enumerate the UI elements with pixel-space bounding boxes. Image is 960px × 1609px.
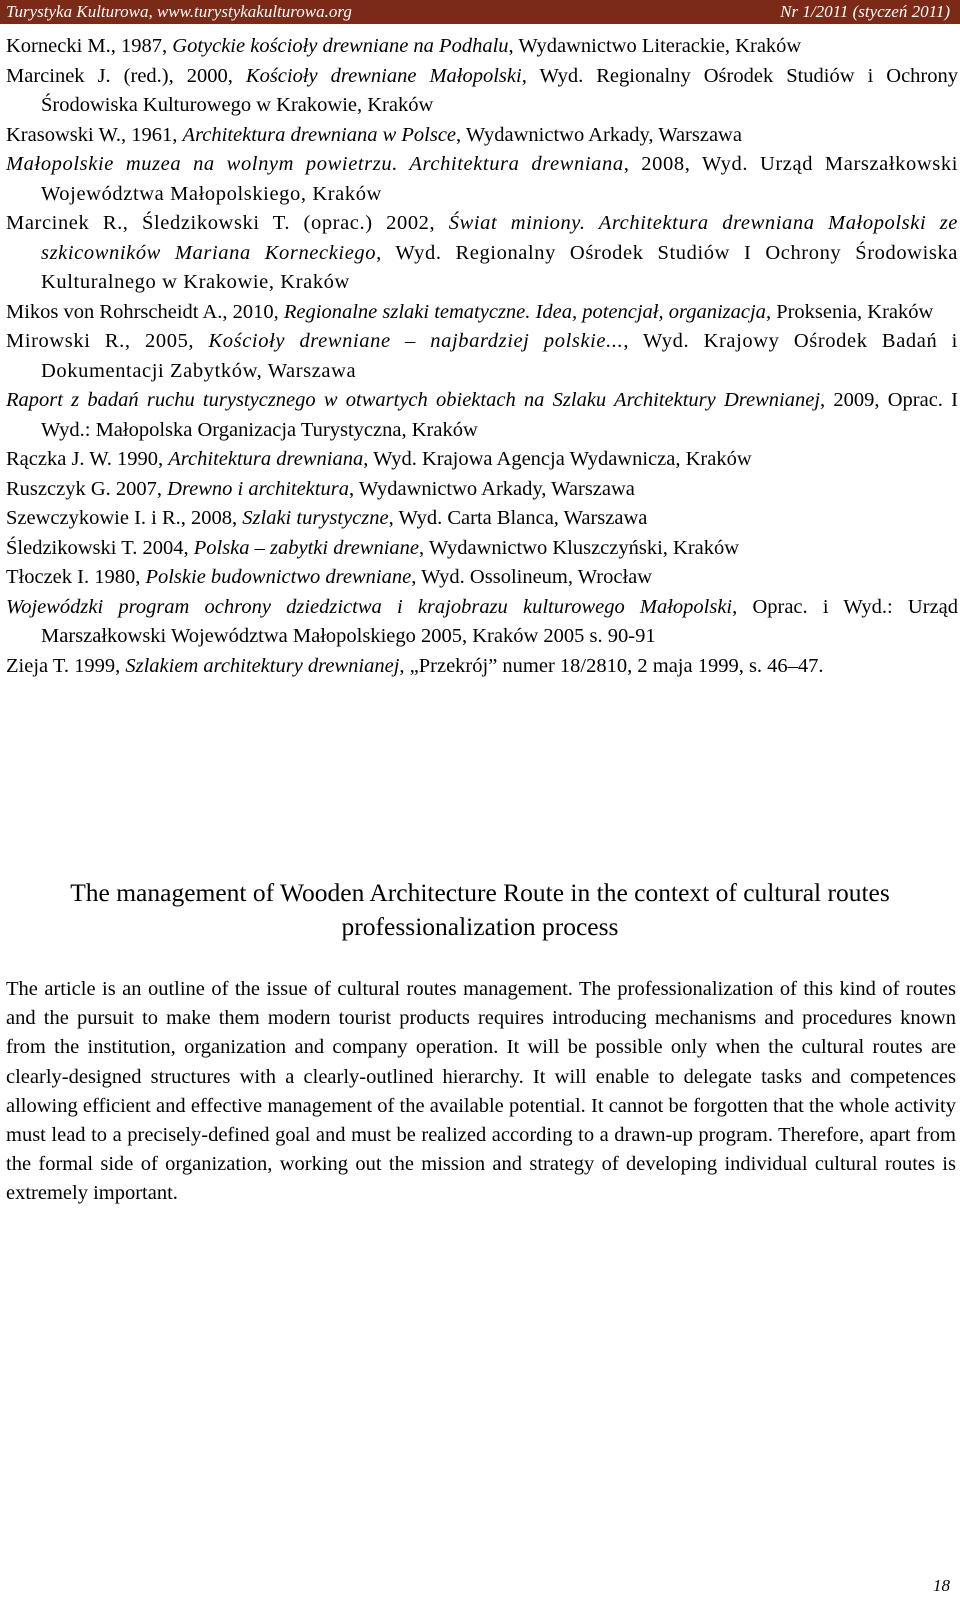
reference-title: Małopolskie muzea na wolnym powietrzu. Architektura drewniana (6, 153, 624, 175)
reference-text: Mikos von Rohrscheidt A., 2010, (6, 300, 284, 323)
reference-text: Rączka J. W. 1990, (6, 448, 169, 470)
reference-text: , Proksenia, Kraków (765, 300, 934, 323)
page-number: 18 (933, 1576, 950, 1595)
reference-text: Kornecki M., 1987, (6, 35, 173, 57)
reference-item (6, 32, 958, 62)
reference-text: , Wyd. Krajowa Agencja Wydawnicza, Kraków (363, 448, 752, 470)
reference-title: Gotyckie kościoły drewniane na Podhalu (172, 35, 509, 57)
reference-item (6, 445, 958, 475)
reference-title: Świat miniony. Architektura drewniana Małopolski ze szkicowników Mariana Korneckiego (41, 212, 959, 264)
reference-text: , Oprac. i Wyd.: Urząd Marszałkowski Województwa Małopolskiego 2005, Kraków 2005 s. 90-91 (41, 595, 959, 647)
reference-item (6, 504, 958, 534)
running-header (0, 0, 960, 24)
reference-title: Regionalne szlaki tematyczne. Idea, potencjał, organizacja (283, 300, 766, 323)
reference-item (6, 62, 958, 121)
reference-item (6, 209, 958, 298)
abstract-text: The article is an outline of the issue of cultural routes management. The professionalization of this kind of routes and the pursuit to make them modern tourist products requires introducing mechanisms and procedures known from the institution, organization and company operation. It will be possible only when the cultural routes are clearly-designed structures with a clearly-outlined hierarchy. It will enable to delegate tasks and competences allowing efficient and effective management of the available potential. It cannot be forgotten that the whole activity must lead to a precisely-defined goal and must be realized according to a drawn-up program. Therefore, apart from the formal side of organization, working out the mission and strategy of developing individual cultural routes is extremely important. (6, 978, 956, 1205)
reference-title: Szlaki turystyczne (242, 507, 389, 529)
reference-item (6, 652, 958, 682)
reference-text: , Wyd. Regionalny Ośrodek Studiów I Ochrony Środowiska Kulturalnego w Krakowie, Kraków (41, 241, 959, 293)
reference-item (6, 475, 958, 505)
reference-item (6, 327, 958, 386)
reference-item (6, 563, 958, 593)
reference-text: , Wydawnictwo Literackie, Kraków (508, 35, 802, 57)
reference-text: Marcinek R., Śledzikowski T. (oprac.) 2002, (6, 212, 449, 234)
reference-item (6, 298, 958, 328)
reference-text: , Wyd. Ossolineum, Wrocław (411, 566, 653, 588)
reference-title: Architektura drewniana (168, 448, 364, 470)
article-title: The management of Wooden Architecture Route in the context of cultural routes professionalization process (70, 878, 890, 941)
reference-item (6, 386, 958, 445)
reference-text: Szewczykowie I. i R., 2008, (6, 507, 243, 529)
reference-item (6, 150, 958, 209)
reference-text: Ruszczyk G. 2007, (6, 477, 168, 500)
reference-text: Zieja T. 1999, (6, 654, 126, 677)
reference-text: , Wyd. Regionalny Ośrodek Studiów i Ochrony Środowiska Kulturowego w Krakowie, Kraków (41, 64, 959, 116)
reference-title: Raport z badań ruchu turystycznego w otwartych obiektach na Szlaku Architektury Drewnianej (6, 389, 821, 411)
reference-list (6, 32, 958, 681)
issue-info: Nr 1/2011 (styczeń 2011) (780, 2, 950, 21)
reference-text: , 2008, Wyd. Urząd Marszałkowski Województwa Małopolskiego, Kraków (41, 153, 958, 205)
reference-text: Śledzikowski T. 2004, (6, 536, 194, 559)
reference-text: Krasowski W., 1961, (6, 123, 183, 146)
reference-text: Tłoczek I. 1980, (6, 566, 146, 588)
reference-title: Kościoły drewniane Małopolski (245, 64, 522, 87)
reference-title: Kościoły drewniane – najbardziej polskie... (208, 330, 624, 352)
reference-item (6, 593, 958, 652)
reference-text: , Wydawnictwo Arkady, Warszawa (456, 123, 742, 146)
reference-text: , „Przekrój” numer 18/2810, 2 maja 1999, s. 46–47. (399, 654, 824, 677)
reference-text: , 2009, Oprac. I Wyd.: Małopolska Organizacja Turystyczna, Kraków (41, 389, 958, 441)
reference-item (6, 121, 958, 151)
reference-text: , Wydawnictwo Kluszczyński, Kraków (419, 536, 740, 559)
reference-text: , Wyd. Carta Blanca, Warszawa (388, 507, 648, 529)
reference-title: Polskie budownictwo drewniane (145, 566, 412, 588)
reference-title: Wojewódzki program ochrony dziedzictwa i krajobrazu kulturowego Małopolski (6, 595, 733, 618)
reference-title: Polska – zabytki drewniane (193, 536, 420, 559)
reference-title: Drewno i architektura (167, 477, 349, 500)
journal-name: Turystyka Kulturowa, www.turystykakulturowa.org (6, 2, 352, 21)
reference-text: , Wydawnictwo Arkady, Warszawa (348, 477, 635, 500)
reference-text: , Wyd. Krajowy Ośrodek Badań i Dokumentacji Zabytków, Warszawa (41, 330, 958, 382)
reference-title: Szlakiem architektury drewnianej (125, 654, 400, 677)
reference-text: Mirowski R., 2005, (6, 330, 209, 352)
reference-title: Architektura drewniana w Polsce (182, 123, 457, 146)
reference-item (6, 534, 958, 564)
reference-text: Marcinek J. (red.), 2000, (6, 64, 246, 87)
